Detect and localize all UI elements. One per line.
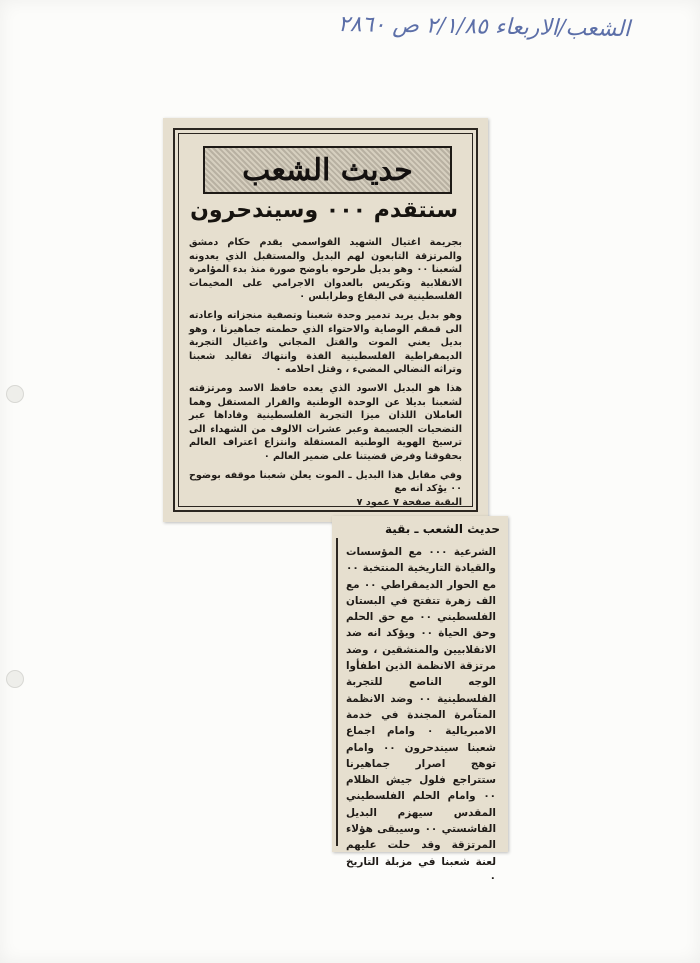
punch-hole-top bbox=[6, 385, 24, 403]
handwritten-annotation: الشعب/الاربعاء ٢/١/٨٥ ص ٢٨٦٠ bbox=[337, 11, 631, 43]
continuation-body: الشرعية ٠٠٠ مع المؤسسات والقيادة التاريخية المنتخبة ٠٠ مع الحوار الديمقراطي ٠٠ مع الف زهرة تتفتح في البستان الفلسطيني ٠٠ مع حق الحلم وحق الحياة ٠٠ ويؤكد انه ضد الانقلابيين والمنشقين ، وضد مرتزقة الانظمة الذين اطفأوا الوجه الناصع للتجربة الفلسطينية ٠٠ وضد الانظمة المتآمرة المجندة في خدمة الامبريالية ٠ وامام اجماع شعبنا سيندحرون ٠٠ وامام توهج اصرار جماهيرنا ستتراجع فلول جيش الظلام ٠٠ وامام الحلم الفلسطيني المقدس سيهزم البديل الفاشستي ٠٠ وسيبقى هؤلاء المرتزقة وقد حلت عليهم لعنة شعبنا في مزبلة التاريخ ٠ bbox=[346, 546, 497, 884]
continuation-reference: البقية صفحة ٧ عمود ٧ bbox=[356, 497, 462, 508]
paragraph-1: بجريمة اغتيال الشهيد القواسمي يقدم حكام دمشق والمرتزقة التابعون لهم البديل والمستقبل الذي يعدونه لشعبنا ٠٠ وهو بديل طرحوه باوضح صورة منذ بدء المؤامرة الانقلابية وتكريس بالعدوان الاجرامي على المخيمات الفلسطينية في البقاع وطرابلس ٠ bbox=[189, 237, 462, 303]
article-headline: سنتقدم ٠٠٠ وسيندحرون bbox=[190, 198, 458, 223]
article-body bbox=[189, 236, 462, 501]
continuation-header: حديث الشعب ـ بقية bbox=[384, 522, 500, 536]
column-masthead: حديث الشعب bbox=[203, 146, 452, 194]
punch-hole-bottom bbox=[6, 670, 24, 688]
paragraph-2: وهو بديل يريد تدمير وحدة شعبنا وتصفية منجزاته واعادته الى قمقم الوصاية والاحتواء الذي حطمته جماهيرنا ، وهو بديل يعني الموت والقتل المجاني واغتيال التجربة الديمقراطية الفلسطينية الفذة وانتهاك تقاليد شعبنا وتراثه النضالي المضيء ، وقتل احلامه ٠ bbox=[189, 309, 462, 376]
newspaper-clipping-continuation bbox=[332, 516, 508, 884]
newspaper-clipping-main bbox=[163, 118, 488, 522]
paragraph-4: وفي مقابل هذا البديل ـ الموت يعلن شعبنا موقفه بوضوح ٠٠ يؤكد انه مع bbox=[189, 469, 462, 495]
paragraph-3: هذا هو البديل الاسود الذي يعده حافظ الاسد ومرتزقته لشعبنا بديلا عن الوحدة الوطنية والقرار المستقل وهما العاملان اللذان ميزا التجربة الفلسطينية وقاداها عبر التضحيات الجسيمة وعبر عشرات الالوف من الشهداء الى ترسيخ الهوية الوطنية المستقلة وانتزاع اعتراف العالم بحقوقنا وفرض قضيتنا على ضمير العالم ٠ bbox=[189, 382, 462, 462]
